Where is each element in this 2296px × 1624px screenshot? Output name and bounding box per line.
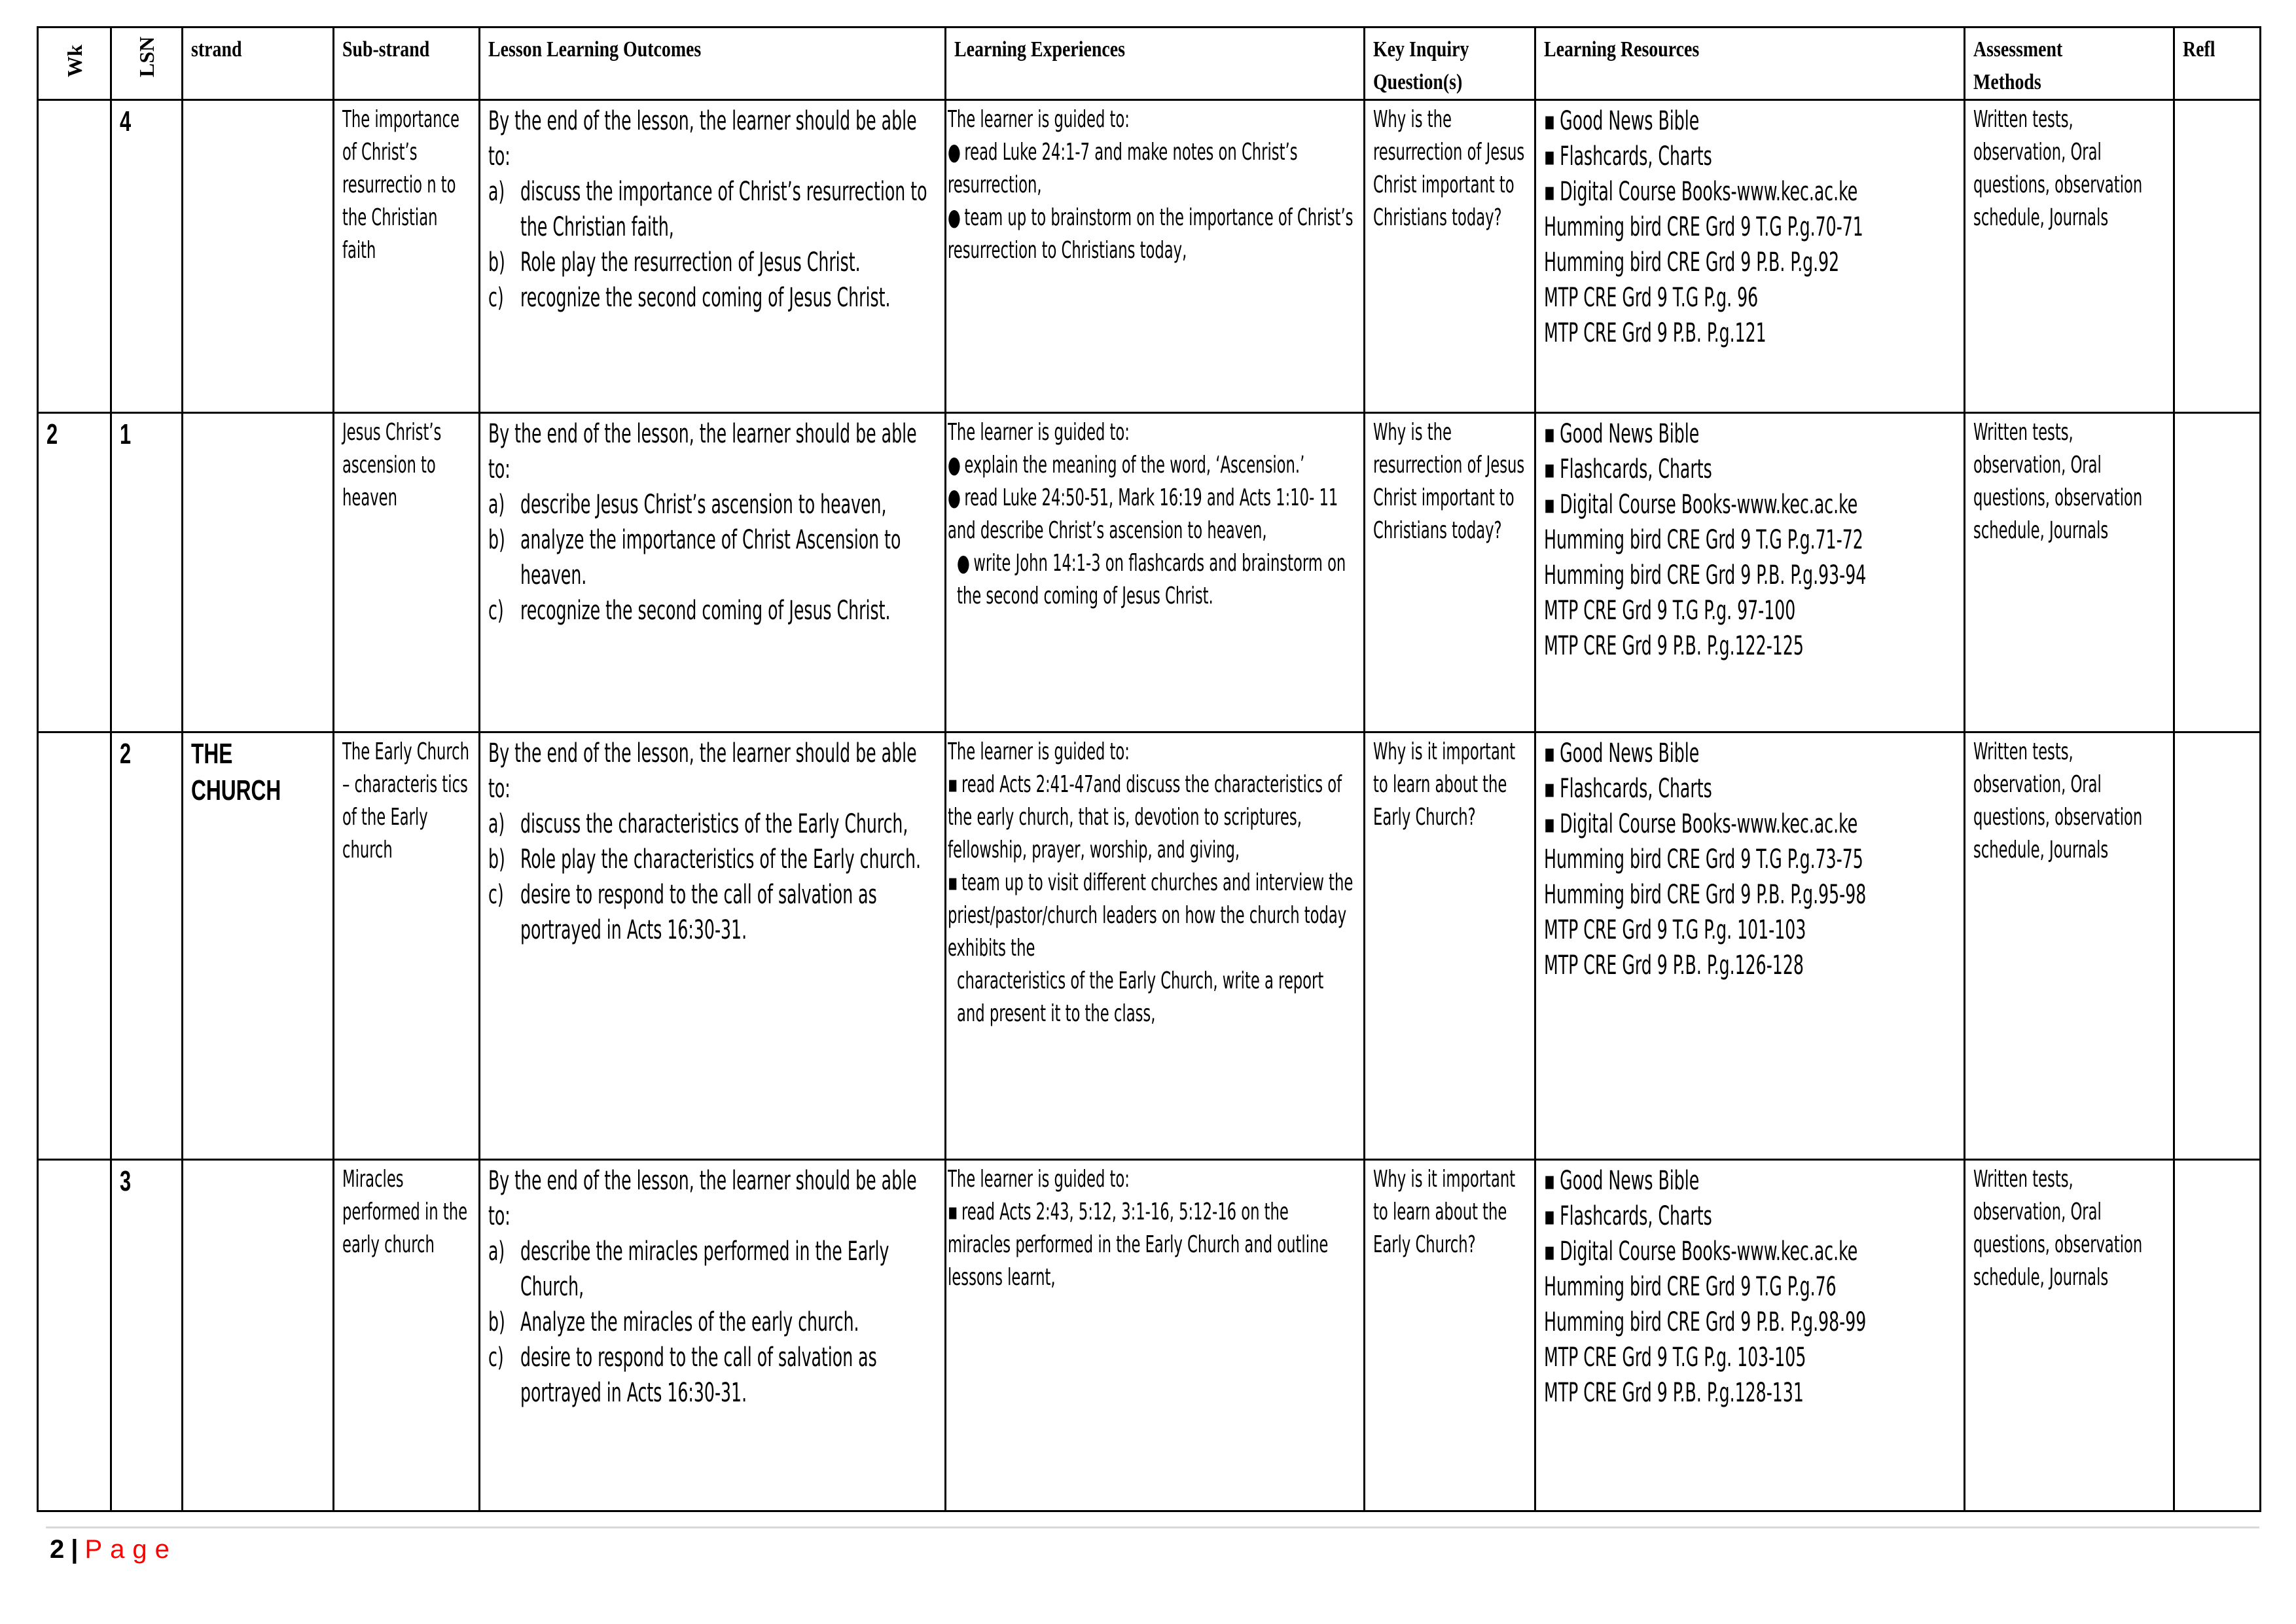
outcome-item — [488, 280, 937, 316]
outcome-item — [488, 487, 937, 522]
lesson-row — [38, 100, 2261, 413]
resources-bullets — [1544, 103, 1956, 209]
experiences-cell — [946, 732, 1365, 1160]
experience-item: ● read Luke 24:1-7 and make notes on Christ’s resurrection, — [948, 136, 1355, 202]
assessment-cell: Written tests, observation, Oral questions, observation schedule, Journals — [1965, 732, 2174, 1160]
outcome-item — [488, 842, 937, 877]
outcome-text: desire to respond to the call of salvation as portrayed in Acts 16:30-31. — [520, 1343, 877, 1408]
outcome-text: Role play the characteristics of the Early church. — [520, 844, 921, 875]
resource-reference: MTP CRE Grd 9 P.B. P.g.121 — [1544, 318, 1767, 348]
experience-item: ▪ read Acts 2:41-47and discuss the characteristics of the early church, that is, devotion to scriptures, fellowship, prayer, worship, and giving, — [948, 768, 1355, 867]
resource-reference: Humming bird CRE Grd 9 P.B. P.g.95-98 — [1544, 880, 1867, 910]
outcome-label: b) — [488, 247, 505, 278]
week-cell — [38, 100, 111, 413]
outcome-text: discuss the importance of Christ’s resurrection to the Christian faith, — [520, 177, 927, 242]
sub-strand-cell: The importance of Christ’s resurrectio n to the Christian faith — [334, 100, 480, 413]
assessment-cell: Written tests, observation, Oral questions, observation schedule, Journals — [1965, 100, 2174, 413]
outcome-text: recognize the second coming of Jesus Christ. — [520, 283, 891, 313]
lesson-number-cell: 4 — [111, 100, 183, 413]
experiences-intro: The learner is guided to: — [948, 106, 1130, 133]
experience-item: ● team up to brainstorm on the importance of Christ’s resurrection to Christians today, — [948, 202, 1355, 267]
lesson-number-cell: 3 — [111, 1160, 183, 1511]
lesson-row — [38, 1160, 2261, 1511]
outcomes-list — [488, 487, 937, 628]
outcomes-cell — [480, 100, 946, 413]
outcomes-cell — [480, 732, 946, 1160]
experience-item: ● write John 14:1-3 on flashcards and brainstorm on the second coming of Jesus Christ. — [948, 547, 1355, 613]
page-separator: | — [71, 1535, 79, 1564]
outcomes-list — [488, 174, 937, 316]
outcome-item — [488, 877, 937, 948]
outcome-item — [488, 174, 937, 245]
key-inquiry-cell: Why is it important to learn about the Early Church? — [1365, 1160, 1535, 1511]
outcomes-intro: By the end of the lesson, the learner should be able to: — [488, 738, 917, 804]
header-assessment: Assessment Methods — [1965, 27, 2174, 100]
resource-reference: MTP CRE Grd 9 T.G P.g. 101-103 — [1544, 915, 1806, 945]
resources-cell — [1535, 100, 1965, 413]
sub-strand-cell: The Early Church – characteris tics of the Early church — [334, 732, 480, 1160]
resources-refs — [1544, 209, 1956, 351]
experiences-list — [948, 1196, 1355, 1294]
outcomes-cell — [480, 413, 946, 732]
outcome-label: b) — [488, 525, 505, 555]
outcomes-cell — [480, 1160, 946, 1511]
lesson-row — [38, 413, 2261, 732]
resource-bullet-item: ▪ Good News Bible — [1544, 1163, 1956, 1199]
outcomes-intro: By the end of the lesson, the learner should be able to: — [488, 1166, 917, 1231]
experiences-intro: The learner is guided to: — [948, 738, 1130, 765]
reflection-cell — [2174, 100, 2261, 413]
reflection-cell — [2174, 413, 2261, 732]
outcome-text: describe the miracles performed in the Early Church, — [520, 1236, 889, 1302]
resource-reference: MTP CRE Grd 9 P.B. P.g.128-131 — [1544, 1378, 1804, 1408]
resource-bullet-item: ▪ Flashcards, Charts — [1544, 771, 1956, 806]
outcome-text: Analyze the miracles of the early church. — [520, 1307, 859, 1337]
outcome-label: c) — [488, 283, 504, 313]
scheme-of-work-table — [37, 26, 2261, 1512]
assessment-cell: Written tests, observation, Oral questions, observation schedule, Journals — [1965, 413, 2174, 732]
header-reflection: Refl — [2174, 27, 2261, 100]
resource-reference: Humming bird CRE Grd 9 T.G P.g.70-71 — [1544, 212, 1863, 242]
outcome-item — [488, 806, 937, 842]
experiences-cell — [946, 413, 1365, 732]
header-sub-strand: Sub-strand — [334, 27, 480, 100]
header-wk: Wk — [38, 27, 111, 100]
resources-cell — [1535, 1160, 1965, 1511]
outcome-label: b) — [488, 1307, 505, 1337]
header-row — [38, 27, 2261, 100]
header-lsn: LSN — [111, 27, 183, 100]
page-label: Page — [84, 1535, 177, 1564]
outcome-text: analyze the importance of Christ Ascension to heaven. — [520, 525, 901, 590]
outcomes-intro: By the end of the lesson, the learner should be able to: — [488, 419, 917, 484]
lesson-number-cell: 2 — [111, 732, 183, 1160]
resource-bullet-item: ▪ Flashcards, Charts — [1544, 139, 1956, 174]
reflection-cell — [2174, 732, 2261, 1160]
sub-strand-cell: Jesus Christ’s ascension to heaven — [334, 413, 480, 732]
outcome-item — [488, 245, 937, 280]
key-inquiry-cell: Why is the resurrection of Jesus Christ important to Christians today? — [1365, 413, 1535, 732]
outcomes-intro: By the end of the lesson, the learner should be able to: — [488, 106, 917, 171]
week-cell — [38, 732, 111, 1160]
strand-cell: THE CHURCH — [183, 732, 334, 1160]
header-resources: Learning Resources — [1535, 27, 1965, 100]
experience-item: ● explain the meaning of the word, ‘Ascension.’ — [948, 449, 1355, 482]
outcome-label: c) — [488, 1343, 504, 1373]
experience-item: ▪ team up to visit different churches and interview the priest/pastor/church leaders on how the church today exhibits the — [948, 867, 1355, 965]
header-outcomes: Lesson Learning Outcomes — [480, 27, 946, 100]
outcome-text: recognize the second coming of Jesus Christ. — [520, 596, 891, 626]
experiences-intro: The learner is guided to: — [948, 419, 1130, 446]
resources-refs — [1544, 522, 1956, 664]
resource-bullet-item: ▪ Flashcards, Charts — [1544, 452, 1956, 487]
resources-bullets — [1544, 736, 1956, 842]
experience-item: characteristics of the Early Church, write a report and present it to the class, — [957, 967, 1324, 1027]
resources-cell — [1535, 413, 1965, 732]
resource-bullet-item: ▪ Good News Bible — [1544, 103, 1956, 139]
header-experiences: Learning Experiences — [946, 27, 1365, 100]
page-number: 2 — [50, 1535, 65, 1564]
outcome-item — [488, 1340, 937, 1411]
resource-bullet-item: ▪ Digital Course Books-www.kec.ac.ke — [1544, 1234, 1956, 1269]
assessment-cell: Written tests, observation, Oral questions, observation schedule, Journals — [1965, 1160, 2174, 1511]
resource-bullet-item: ▪ Digital Course Books-www.kec.ac.ke — [1544, 806, 1956, 842]
sub-strand-cell: Miracles performed in the early church — [334, 1160, 480, 1511]
outcomes-list — [488, 806, 937, 948]
week-cell — [38, 1160, 111, 1511]
lesson-number-cell: 1 — [111, 413, 183, 732]
experiences-cell — [946, 1160, 1365, 1511]
experience-item: ● read Luke 24:50-51, Mark 16:19 and Acts 1:10- 11 and describe Christ’s ascension to heaven, — [948, 482, 1355, 547]
outcome-label: c) — [488, 596, 504, 626]
experiences-cell — [946, 100, 1365, 413]
experiences-intro: The learner is guided to: — [948, 1166, 1130, 1193]
resource-bullet-item: ▪ Good News Bible — [1544, 736, 1956, 771]
resource-reference: MTP CRE Grd 9 T.G P.g. 97-100 — [1544, 596, 1796, 626]
outcome-text: describe Jesus Christ’s ascension to heaven, — [520, 490, 887, 520]
resource-bullet-item: ▪ Digital Course Books-www.kec.ac.ke — [1544, 174, 1956, 209]
outcomes-list — [488, 1234, 937, 1411]
key-inquiry-cell: Why is it important to learn about the Early Church? — [1365, 732, 1535, 1160]
resource-reference: MTP CRE Grd 9 T.G P.g. 96 — [1544, 283, 1759, 313]
week-cell: 2 — [38, 413, 111, 732]
resource-bullet-item: ▪ Flashcards, Charts — [1544, 1199, 1956, 1234]
experience-item: ▪ read Acts 2:43, 5:12, 3:1-16, 5:12-16 on the miracles performed in the Early Church and outline lessons learnt, — [948, 1196, 1355, 1294]
resource-bullet-item: ▪ Good News Bible — [1544, 416, 1956, 452]
resource-reference: Humming bird CRE Grd 9 P.B. P.g.93-94 — [1544, 560, 1867, 590]
resource-reference: Humming bird CRE Grd 9 P.B. P.g.92 — [1544, 247, 1840, 278]
resources-cell — [1535, 732, 1965, 1160]
outcome-label: a) — [488, 490, 505, 520]
header-key-inquiry: Key Inquiry Question(s) — [1365, 27, 1535, 100]
outcome-item — [488, 593, 937, 628]
outcome-label: c) — [488, 880, 504, 910]
outcome-item — [488, 522, 937, 593]
resources-bullets — [1544, 416, 1956, 522]
strand-cell — [183, 100, 334, 413]
outcome-text: desire to respond to the call of salvation as portrayed in Acts 16:30-31. — [520, 880, 877, 945]
resource-reference: MTP CRE Grd 9 P.B. P.g.126-128 — [1544, 950, 1804, 981]
resource-reference: Humming bird CRE Grd 9 T.G P.g.71-72 — [1544, 525, 1863, 555]
footer-divider — [46, 1526, 2259, 1528]
resource-reference: MTP CRE Grd 9 T.G P.g. 103-105 — [1544, 1343, 1806, 1373]
resource-reference: Humming bird CRE Grd 9 T.G P.g.76 — [1544, 1272, 1837, 1302]
strand-cell — [183, 1160, 334, 1511]
strand-cell — [183, 413, 334, 732]
resources-refs — [1544, 842, 1956, 983]
experiences-list — [948, 768, 1355, 1030]
outcome-item — [488, 1305, 937, 1340]
experiences-list — [948, 136, 1355, 267]
outcome-label: b) — [488, 844, 505, 875]
resource-reference: MTP CRE Grd 9 P.B. P.g.122-125 — [1544, 631, 1804, 661]
reflection-cell — [2174, 1160, 2261, 1511]
key-inquiry-cell: Why is the resurrection of Jesus Christ important to Christians today? — [1365, 100, 1535, 413]
header-strand: strand — [183, 27, 334, 100]
resource-bullet-item: ▪ Digital Course Books-www.kec.ac.ke — [1544, 487, 1956, 522]
outcome-item — [488, 1234, 937, 1305]
resource-reference: Humming bird CRE Grd 9 T.G P.g.73-75 — [1544, 844, 1863, 875]
outcome-text: discuss the characteristics of the Early Church, — [520, 809, 908, 839]
outcome-label: a) — [488, 1236, 505, 1267]
experiences-list — [948, 449, 1355, 613]
outcome-label: a) — [488, 177, 505, 207]
resources-bullets — [1544, 1163, 1956, 1269]
lesson-row — [38, 732, 2261, 1160]
outcome-label: a) — [488, 809, 505, 839]
resources-refs — [1544, 1269, 1956, 1411]
page-footer — [50, 1535, 177, 1564]
resource-reference: Humming bird CRE Grd 9 P.B. P.g.98-99 — [1544, 1307, 1867, 1337]
outcome-text: Role play the resurrection of Jesus Christ. — [520, 247, 861, 278]
